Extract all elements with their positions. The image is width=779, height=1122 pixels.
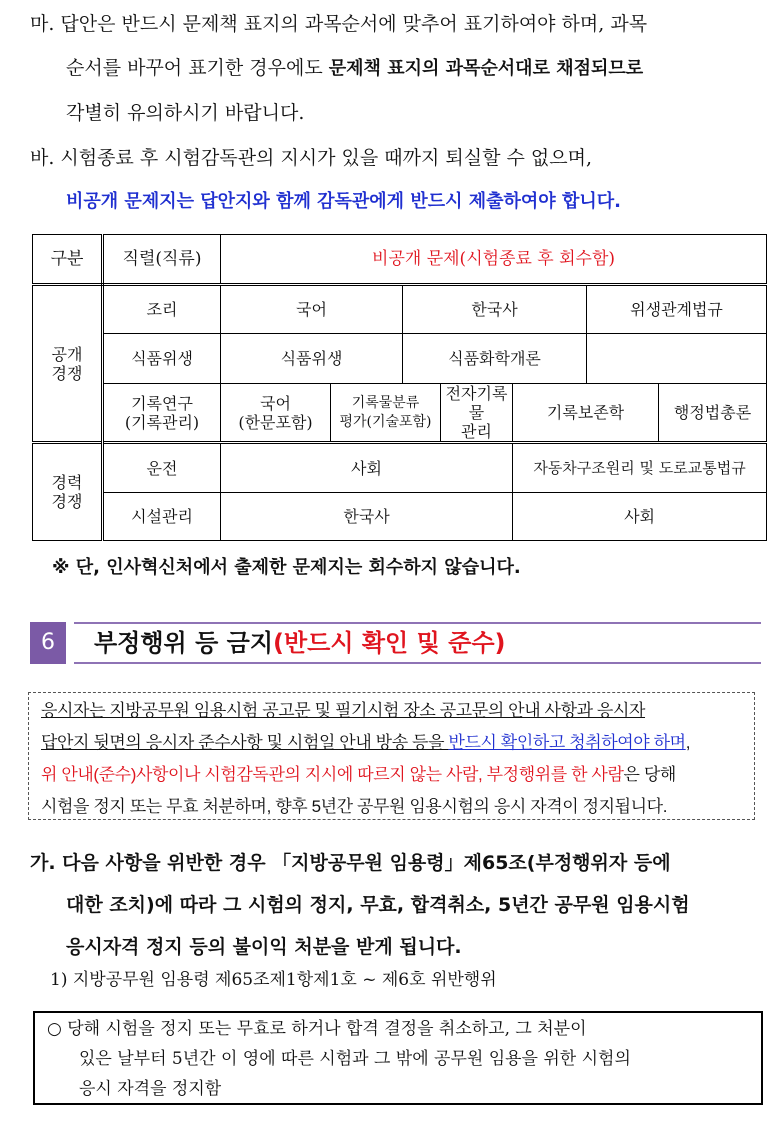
position-facility: 시설관리 <box>103 493 221 541</box>
notice-line-2-comma: , <box>685 733 691 752</box>
penalty-line-2: 있은 날부터 5년간 이 영에 따른 시험과 그 밖에 공무원 임용을 위한 시험의 <box>79 1049 631 1069</box>
food-subject-2: 식품화학개론 <box>403 334 587 384</box>
notice-line-4: 시험을 정지 또는 무효 처분하며, 향후 5년간 공무원 임용시험의 응시 자격이 정지됩니다. <box>41 797 668 816</box>
record-subject-5: 행정법총론 <box>659 384 767 443</box>
notice-line-1: 응시자는 지방공무원 임용시험 공고문 및 필기시험 장소 공고문의 안내 사항과 응시자 <box>41 701 646 720</box>
notice-line-2 <box>41 727 748 759</box>
open-competition-label: 공개 경쟁 <box>33 285 103 443</box>
notice-line-3 <box>41 759 748 791</box>
paragraph-ga-line2: 대한 조치)에 따라 그 시험의 정지, 무효, 합격취소, 5년간 공무원 임용시험 <box>66 894 690 916</box>
header-position: 직렬(직류) <box>103 235 221 285</box>
penalty-box <box>33 1011 763 1105</box>
record-subject-3: 전자기록물 관리 <box>441 384 513 443</box>
facility-subject-1: 한국사 <box>221 493 513 541</box>
paragraph-ma-line1: 마. 답안은 반드시 문제책 표지의 과목순서에 맞추어 표기하여야 하며, 과목 <box>30 13 648 35</box>
paragraph-ga <box>30 842 765 968</box>
subject-table <box>32 234 767 541</box>
paragraph-ga-line1: 가. 다음 사항을 위반한 경우 「지방공무원 임용령」제65조(부정행위자 등에 <box>30 852 671 874</box>
notice-box <box>28 692 755 820</box>
cook-subject-3: 위생관계법규 <box>587 285 767 334</box>
section-rule-bottom <box>74 662 761 664</box>
paragraph-ma-emphasis: 문제책 표지의 과목순서대로 채점되므로 <box>328 58 644 79</box>
notice-line-2-emphasis: 반드시 확인하고 청취하여야 하며 <box>448 733 686 752</box>
header-subjects: 비공개 문제(시험종료 후 회수함) <box>221 235 767 285</box>
paragraph-ba <box>30 136 765 224</box>
position-cook: 조리 <box>103 285 221 334</box>
section-number-badge: 6 <box>30 622 66 664</box>
notice-line-3-text: 은 당해 <box>623 765 676 784</box>
position-driving: 운전 <box>103 443 221 493</box>
section-title-main: 부정행위 등 금지 <box>94 629 273 657</box>
notice-line-2-text: 답안지 뒷면의 응시자 준수사항 및 시험일 안내 방송 등을 <box>41 733 449 752</box>
section-rule-top <box>74 622 761 624</box>
facility-subject-2: 사회 <box>513 493 767 541</box>
record-subject-1: 국어 (한문포함) <box>221 384 331 443</box>
cook-subject-1: 국어 <box>221 285 403 334</box>
driving-subject-2: 자동차구조원리 및 도로교통법규 <box>513 443 767 493</box>
paragraph-ma-line3: 각별히 유의하시기 바랍니다. <box>66 102 305 124</box>
driving-subject-1: 사회 <box>221 443 513 493</box>
section-header <box>30 622 761 664</box>
section-title-emphasis: (반드시 확인 및 준수) <box>273 629 506 657</box>
paragraph-ma <box>30 2 765 135</box>
position-record-research: 기록연구 (기록관리) <box>103 384 221 443</box>
header-category: 구분 <box>33 235 103 285</box>
paragraph-ba-line1: 바. 시험종료 후 시험감독관의 지시가 있을 때까지 퇴실할 수 없으며, <box>30 147 592 169</box>
item-1: 1) 지방공무원 임용령 제65조제1항제1호 ~ 제6호 위반행위 <box>50 970 497 990</box>
paragraph-ma-line2 <box>30 46 765 91</box>
paragraph-ba-emphasis: 비공개 문제지는 답안지와 함께 감독관에게 반드시 제출하여야 합니다. <box>66 191 621 212</box>
cook-subject-2: 한국사 <box>403 285 587 334</box>
career-competition-label: 경력 경쟁 <box>33 443 103 541</box>
food-subject-1: 식품위생 <box>221 334 403 384</box>
section-title <box>94 626 505 660</box>
record-subject-2: 기록물분류 평가(기술포함) <box>331 384 441 443</box>
food-subject-empty <box>587 334 767 384</box>
paragraph-ga-line3: 응시자격 정지 등의 불이익 처분을 받게 됩니다. <box>66 936 462 958</box>
notice-line-3-emphasis: 위 안내(준수)사항이나 시험감독관의 지시에 따르지 않는 사람, 부정행위를 한 사람 <box>41 765 624 784</box>
collection-note: ※ 단, 인사혁신처에서 출제한 문제지는 회수하지 않습니다. <box>52 557 521 578</box>
position-food-hygiene: 식품위생 <box>103 334 221 384</box>
penalty-line-3: 응시 자격을 정지함 <box>79 1079 222 1099</box>
penalty-line-1: ○ 당해 시험을 정지 또는 무효로 하거나 합격 결정을 취소하고, 그 처분이 <box>47 1019 587 1039</box>
paragraph-ma-line2-text: 순서를 바꾸어 표기한 경우에도 <box>66 57 329 79</box>
record-subject-4: 기록보존학 <box>513 384 659 443</box>
